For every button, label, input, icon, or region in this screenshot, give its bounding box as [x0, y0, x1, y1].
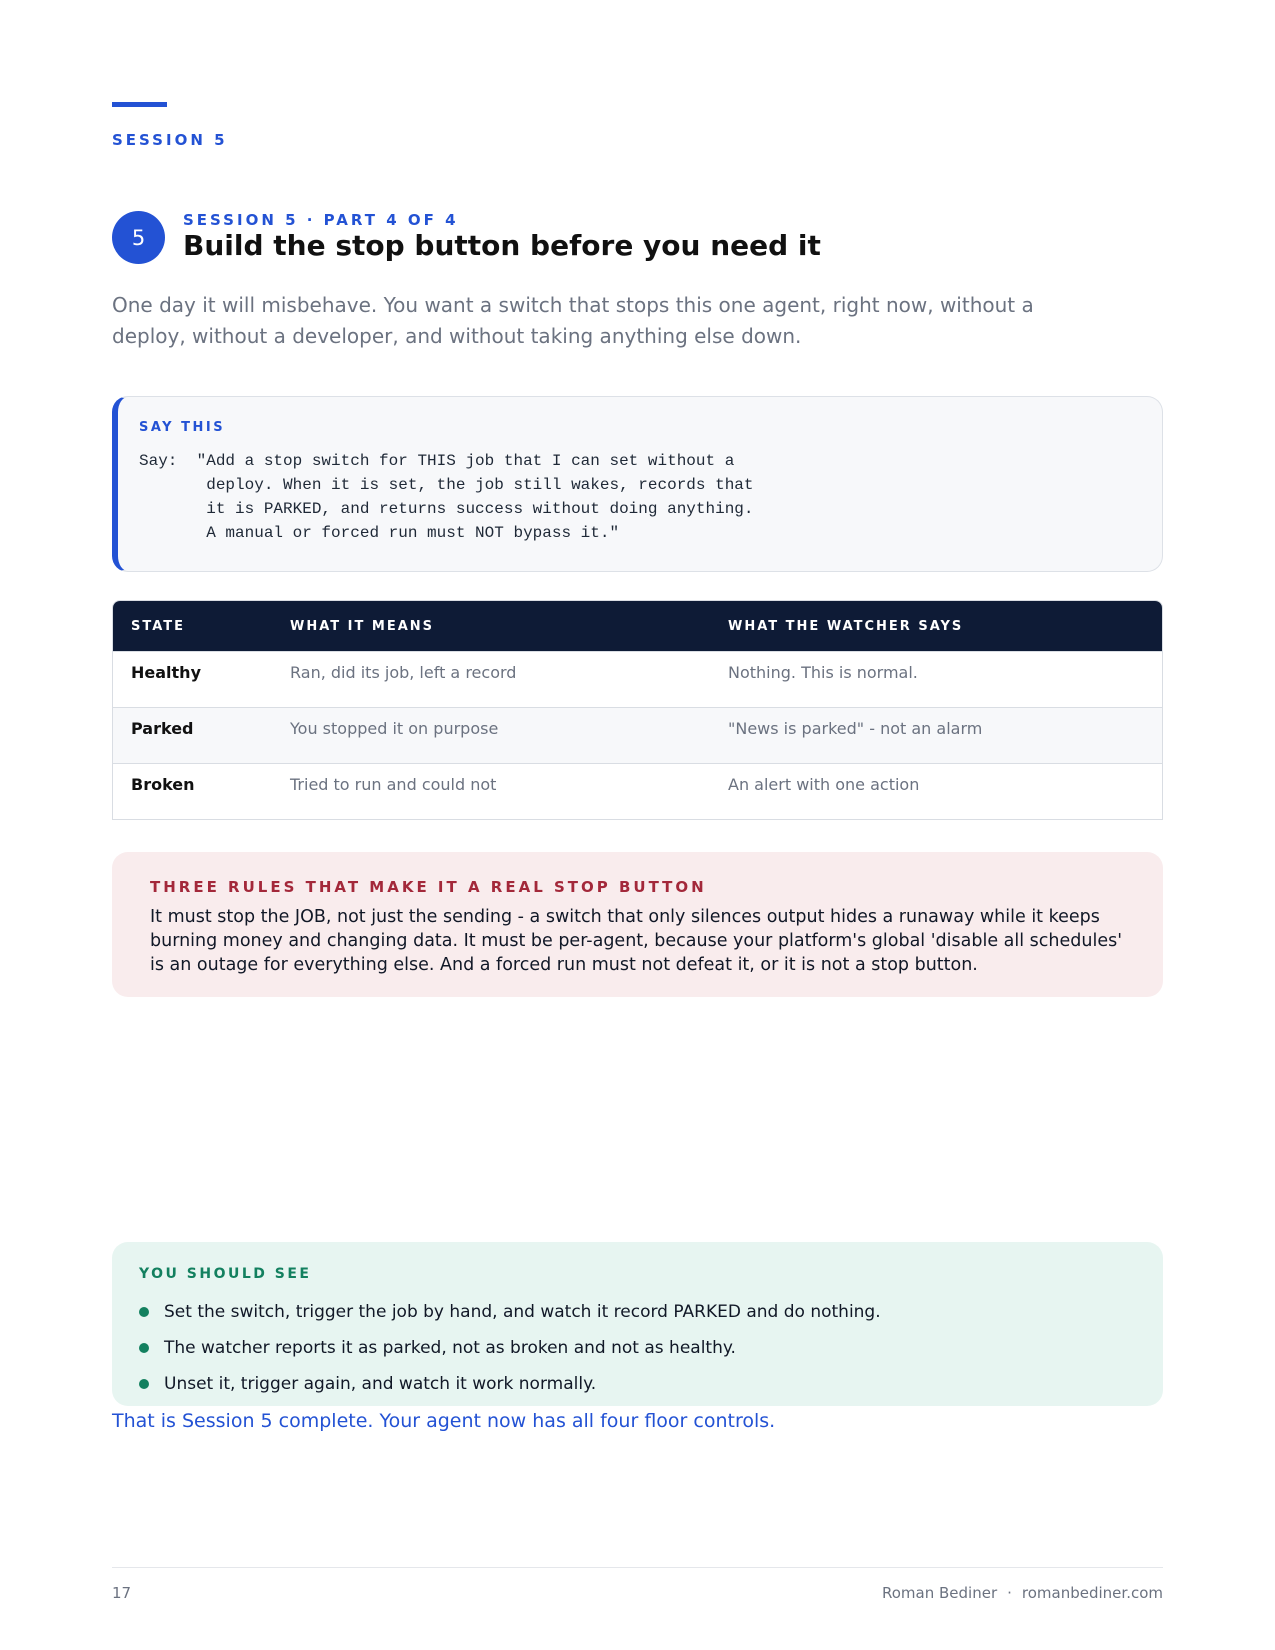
step-kicker: SESSION 5 · PART 4 OF 4 — [183, 211, 459, 229]
footer-credits — [882, 1584, 1163, 1602]
watcher-cell: Nothing. This is normal. — [728, 663, 918, 682]
meaning-cell: You stopped it on purpose — [290, 719, 499, 738]
table-row — [113, 651, 1162, 707]
bullet-dot-icon — [139, 1307, 149, 1317]
watcher-cell: An alert with one action — [728, 775, 920, 794]
watcher-cell: "News is parked" - not an alarm — [728, 719, 983, 738]
table-header-row — [113, 601, 1162, 651]
accent-bar — [112, 102, 167, 107]
meaning-cell: Tried to run and could not — [290, 775, 497, 794]
should-see-callout — [112, 1242, 1163, 1406]
list-item-text: The watcher reports it as parked, not as broken and not as healthy. — [164, 1338, 736, 1358]
meaning-cell: Ran, did its job, left a record — [290, 663, 517, 682]
should-see-title: YOU SHOULD SEE — [139, 1266, 312, 1282]
prompt-line: A manual or forced run must NOT bypass it." — [139, 524, 620, 542]
table-row — [113, 707, 1162, 763]
page-title: Build the stop button before you need it — [183, 229, 821, 262]
say-this-prompt — [139, 449, 754, 545]
list-item — [139, 1330, 881, 1366]
state-cell: Parked — [131, 719, 194, 738]
say-this-callout — [112, 396, 1163, 572]
should-see-list — [139, 1294, 881, 1402]
rules-title: THREE RULES THAT MAKE IT A REAL STOP BUTTON — [150, 878, 707, 896]
column-header-watcher: WHAT THE WATCHER SAYS — [728, 618, 964, 634]
list-item-text: Unset it, trigger again, and watch it work normally. — [164, 1374, 597, 1394]
page-number: 17 — [112, 1584, 132, 1602]
step-number-badge: 5 — [112, 211, 165, 264]
list-item-text: Set the switch, trigger the job by hand, and watch it record PARKED and do nothing. — [164, 1302, 881, 1322]
states-table — [112, 600, 1163, 820]
section-label: SESSION 5 — [112, 131, 228, 149]
column-header-state: STATE — [131, 618, 186, 634]
footer-divider — [112, 1567, 1163, 1568]
website-link[interactable]: romanbediner.com — [1021, 1584, 1163, 1602]
list-item — [139, 1294, 881, 1330]
list-item — [139, 1366, 881, 1402]
prompt-line: it is PARKED, and returns success without doing anything. — [139, 500, 754, 518]
bullet-dot-icon — [139, 1379, 149, 1389]
rules-text: It must stop the JOB, not just the sending - a switch that only silences output hides a runaway while it keeps burning money and changing data. It must be per-agent, because your platform's global 'disable all schedules' is an outage for everything else. And a forced run must not defeat it, or it is not a stop button. — [150, 907, 1123, 975]
column-header-meaning: WHAT IT MEANS — [290, 618, 435, 634]
prompt-line: Say: "Add a stop switch for THIS job that I can set without a — [139, 452, 735, 470]
lead-paragraph: One day it will misbehave. You want a switch that stops this one agent, right now, without a deploy, without a developer, and without taking anything else down. — [112, 293, 1034, 348]
author-name: Roman Bediner — [882, 1584, 998, 1602]
rules-callout — [112, 852, 1163, 997]
state-cell: Healthy — [131, 663, 201, 682]
say-this-label: SAY THIS — [139, 420, 226, 435]
prompt-line: deploy. When it is set, the job still wakes, records that — [139, 476, 754, 494]
state-cell: Broken — [131, 775, 195, 794]
table-row — [113, 763, 1162, 819]
footer-separator: · — [1007, 1584, 1012, 1602]
bullet-dot-icon — [139, 1343, 149, 1353]
completion-note: That is Session 5 complete. Your agent now has all four floor controls. — [112, 1410, 776, 1432]
